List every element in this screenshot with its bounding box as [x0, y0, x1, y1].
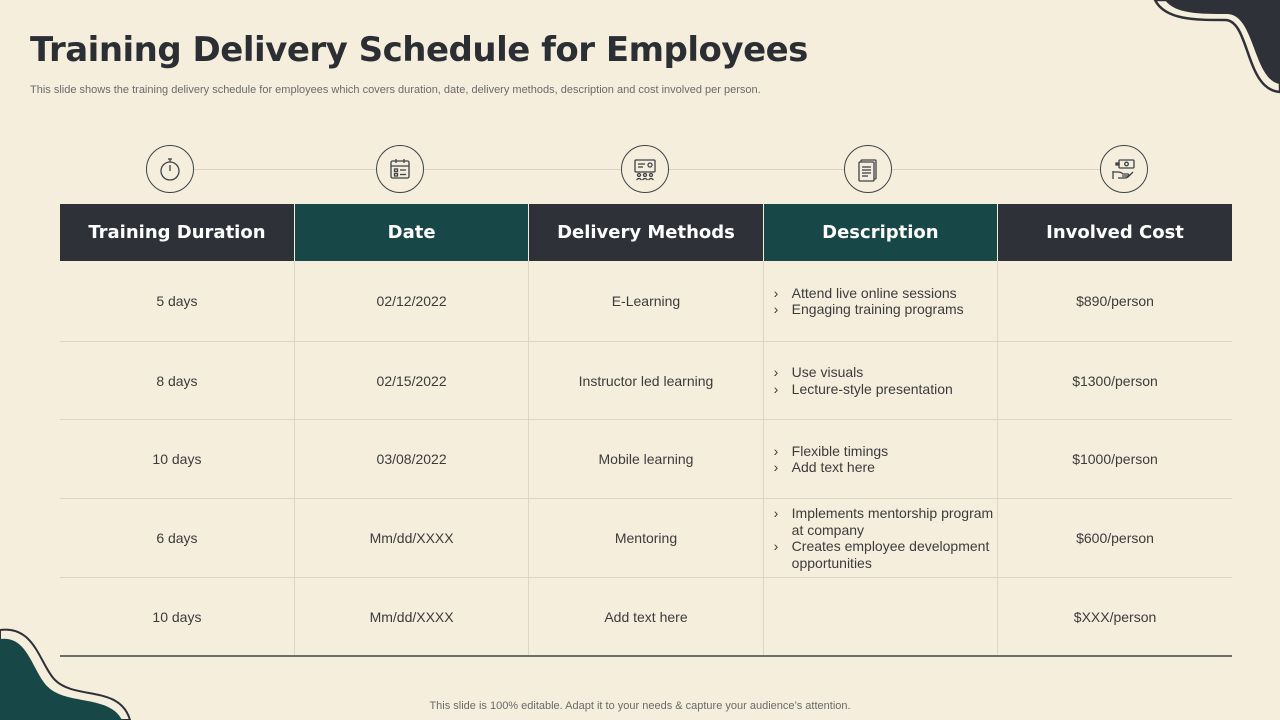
cell-duration: 6 days [60, 499, 294, 578]
header-delivery-methods: Delivery Methods [529, 204, 763, 261]
calendar-icon [376, 145, 424, 193]
description-bullet: › Implements mentorship program at company [774, 505, 997, 538]
cell-duration: 8 days [60, 342, 294, 420]
description-bullet: › Add text here [774, 459, 997, 476]
cell-description [763, 420, 997, 499]
description-bullet: › Lecture-style presentation [774, 381, 997, 398]
cell-method: Mobile learning [529, 420, 763, 499]
cell-date: Mm/dd/XXXX [294, 578, 528, 657]
description-bullet: › Creates employee development opportunities [774, 538, 997, 571]
cell-date: 02/12/2022 [294, 261, 528, 342]
table-row [60, 342, 1232, 420]
description-bullet: › Attend live online sessions [774, 285, 997, 302]
header-date: Date [294, 204, 528, 261]
cell-date: 03/08/2022 [294, 420, 528, 499]
table-row [60, 578, 1232, 657]
description-bullet: › Flexible timings [774, 443, 997, 460]
cell-description [763, 499, 997, 578]
document-icon [844, 145, 892, 193]
cell-duration: 10 days [60, 420, 294, 499]
slide-subtitle: This slide shows the training delivery schedule for employees which covers duration, date, delivery methods, description and cost involved per person. [30, 84, 761, 96]
cell-method: Mentoring [529, 499, 763, 578]
presentation-icon [621, 145, 669, 193]
cell-cost: $600/person [998, 499, 1232, 578]
stopwatch-icon [146, 145, 194, 193]
description-bullet: › Use visuals [774, 364, 997, 381]
icon-row [60, 143, 1232, 195]
corner-blob-top-right [1145, 0, 1280, 95]
slide-title: Training Delivery Schedule for Employees [30, 30, 808, 70]
cell-date: 02/15/2022 [294, 342, 528, 420]
header-training-duration: Training Duration [60, 204, 294, 261]
cell-method: Instructor led learning [529, 342, 763, 420]
cell-cost: $1300/person [998, 342, 1232, 420]
table-row [60, 420, 1232, 499]
slide-footer: This slide is 100% editable. Adapt it to your needs & capture your audience’s attention. [429, 700, 851, 712]
cell-duration: 5 days [60, 261, 294, 342]
table-row [60, 499, 1232, 578]
cell-description [763, 578, 997, 657]
money-hand-icon [1100, 145, 1148, 193]
table-row [60, 261, 1232, 342]
cell-duration: 10 days [60, 578, 294, 657]
cell-cost: $1000/person [998, 420, 1232, 499]
description-bullet: › Engaging training programs [774, 301, 997, 318]
cell-method: Add text here [529, 578, 763, 657]
schedule-table [60, 204, 1232, 657]
cell-description [763, 342, 997, 420]
cell-description [763, 261, 997, 342]
header-involved-cost: Involved Cost [998, 204, 1232, 261]
cell-cost: $XXX/person [998, 578, 1232, 657]
header-description: Description [763, 204, 997, 261]
cell-method: E-Learning [529, 261, 763, 342]
cell-cost: $890/person [998, 261, 1232, 342]
cell-date: Mm/dd/XXXX [294, 499, 528, 578]
table-header-row [60, 204, 1232, 261]
